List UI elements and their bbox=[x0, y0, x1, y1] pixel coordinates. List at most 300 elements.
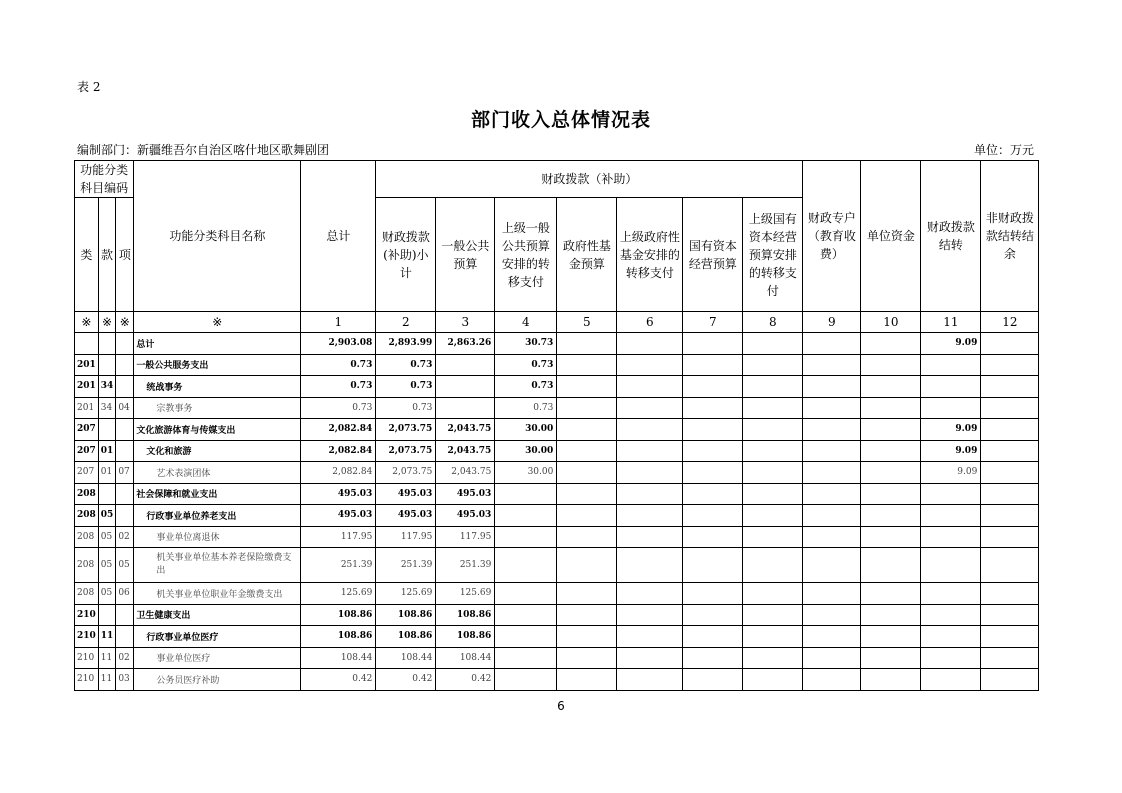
cell-func-name: 社会保障和就业支出 bbox=[134, 483, 301, 505]
cell-xiang: 02 bbox=[116, 526, 134, 548]
cell-value: 251.39 bbox=[436, 548, 495, 583]
cell-value: 108.44 bbox=[376, 647, 436, 669]
cell-value bbox=[495, 483, 557, 505]
cell-value bbox=[617, 397, 683, 419]
cell-value bbox=[861, 397, 921, 419]
cell-value: 2,043.75 bbox=[436, 462, 495, 484]
cell-lei: 208 bbox=[75, 483, 99, 505]
cell-value bbox=[617, 440, 683, 462]
cell-value bbox=[921, 548, 981, 583]
cell-value bbox=[743, 626, 803, 648]
header-gov-fund: 政府性基金预算 bbox=[557, 198, 617, 312]
cell-value: 0.42 bbox=[301, 669, 376, 691]
cell-lei: 201 bbox=[75, 376, 99, 398]
cell-value: 0.73 bbox=[301, 376, 376, 398]
marker-cell: 10 bbox=[861, 312, 921, 333]
cell-value: 2,043.75 bbox=[436, 419, 495, 441]
income-summary-table bbox=[74, 160, 1039, 691]
cell-value bbox=[495, 626, 557, 648]
cell-value bbox=[557, 647, 617, 669]
cell-value bbox=[557, 526, 617, 548]
table-row bbox=[75, 626, 1039, 648]
cell-value bbox=[981, 626, 1039, 648]
cell-xiang: 03 bbox=[116, 669, 134, 691]
department-label: 编制部门：新疆维吾尔自治区喀什地区歌舞剧团 bbox=[77, 143, 330, 157]
cell-value bbox=[921, 604, 981, 626]
cell-value bbox=[861, 376, 921, 398]
cell-xiang: 04 bbox=[116, 397, 134, 419]
cell-value bbox=[861, 604, 921, 626]
table-row bbox=[75, 604, 1039, 626]
cell-value: 495.03 bbox=[301, 505, 376, 527]
cell-value: 2,043.75 bbox=[436, 440, 495, 462]
table-row bbox=[75, 647, 1039, 669]
cell-func-name: 总计 bbox=[134, 333, 301, 355]
unit-label: 单位：万元 bbox=[973, 143, 1034, 157]
cell-kuan bbox=[98, 333, 116, 355]
cell-xiang bbox=[116, 333, 134, 355]
cell-value bbox=[861, 526, 921, 548]
cell-value bbox=[683, 583, 743, 605]
cell-func-name: 一般公共服务支出 bbox=[134, 354, 301, 376]
cell-value bbox=[861, 583, 921, 605]
cell-value: 0.73 bbox=[495, 397, 557, 419]
cell-value bbox=[683, 604, 743, 626]
marker-cell: 9 bbox=[803, 312, 861, 333]
cell-func-name: 机关事业单位基本养老保险缴费支出 bbox=[134, 548, 301, 583]
cell-value bbox=[981, 583, 1039, 605]
cell-lei: 208 bbox=[75, 548, 99, 583]
cell-value: 495.03 bbox=[436, 505, 495, 527]
cell-value bbox=[921, 526, 981, 548]
cell-value bbox=[617, 483, 683, 505]
cell-value bbox=[683, 483, 743, 505]
cell-value: 2,073.75 bbox=[376, 440, 436, 462]
header-special-edu: 财政专户（教育收费） bbox=[803, 161, 861, 312]
cell-value: 495.03 bbox=[436, 483, 495, 505]
table-row bbox=[75, 505, 1039, 527]
cell-value bbox=[981, 354, 1039, 376]
marker-cell: ※ bbox=[116, 312, 134, 333]
cell-value bbox=[861, 669, 921, 691]
cell-value: 9.09 bbox=[921, 440, 981, 462]
cell-value bbox=[557, 376, 617, 398]
table-row bbox=[75, 419, 1039, 441]
header-kuan: 款 bbox=[98, 198, 116, 312]
cell-value bbox=[557, 397, 617, 419]
cell-value bbox=[743, 462, 803, 484]
cell-kuan: 11 bbox=[98, 647, 116, 669]
marker-cell: ※ bbox=[134, 312, 301, 333]
cell-value bbox=[683, 397, 743, 419]
cell-xiang bbox=[116, 354, 134, 376]
cell-value bbox=[743, 604, 803, 626]
cell-lei: 201 bbox=[75, 397, 99, 419]
cell-kuan: 01 bbox=[98, 462, 116, 484]
cell-value bbox=[803, 526, 861, 548]
cell-kuan bbox=[98, 604, 116, 626]
cell-kuan: 05 bbox=[98, 526, 116, 548]
cell-value bbox=[557, 548, 617, 583]
cell-value bbox=[803, 505, 861, 527]
cell-value: 30.00 bbox=[495, 440, 557, 462]
cell-value: 0.73 bbox=[301, 354, 376, 376]
cell-value: 495.03 bbox=[301, 483, 376, 505]
cell-value bbox=[743, 440, 803, 462]
cell-value bbox=[495, 583, 557, 605]
cell-value bbox=[557, 505, 617, 527]
cell-value bbox=[617, 419, 683, 441]
cell-lei: 208 bbox=[75, 583, 99, 605]
cell-value bbox=[683, 440, 743, 462]
cell-value bbox=[436, 397, 495, 419]
cell-func-name: 卫生健康支出 bbox=[134, 604, 301, 626]
cell-kuan: 34 bbox=[98, 376, 116, 398]
cell-kuan: 05 bbox=[98, 548, 116, 583]
cell-value bbox=[981, 548, 1039, 583]
cell-kuan bbox=[98, 419, 116, 441]
cell-value bbox=[436, 376, 495, 398]
cell-value bbox=[803, 376, 861, 398]
cell-value: 117.95 bbox=[301, 526, 376, 548]
cell-value bbox=[617, 647, 683, 669]
marker-cell: 12 bbox=[981, 312, 1039, 333]
cell-value bbox=[617, 669, 683, 691]
cell-value bbox=[981, 669, 1039, 691]
cell-value bbox=[743, 419, 803, 441]
cell-value bbox=[683, 669, 743, 691]
cell-value: 2,903.08 bbox=[301, 333, 376, 355]
cell-value: 9.09 bbox=[921, 419, 981, 441]
cell-func-name: 宗教事务 bbox=[134, 397, 301, 419]
cell-value bbox=[436, 354, 495, 376]
cell-value bbox=[743, 647, 803, 669]
cell-lei: 201 bbox=[75, 354, 99, 376]
table-row bbox=[75, 462, 1039, 484]
cell-value bbox=[803, 462, 861, 484]
cell-value bbox=[861, 626, 921, 648]
cell-func-name: 艺术表演团体 bbox=[134, 462, 301, 484]
cell-value bbox=[683, 462, 743, 484]
header-func-name: 功能分类科目名称 bbox=[134, 161, 301, 312]
cell-value bbox=[803, 397, 861, 419]
cell-value: 495.03 bbox=[376, 505, 436, 527]
cell-value bbox=[495, 526, 557, 548]
cell-value bbox=[683, 647, 743, 669]
cell-value: 251.39 bbox=[376, 548, 436, 583]
header-general-budget: 一般公共预算 bbox=[436, 198, 495, 312]
cell-value bbox=[617, 462, 683, 484]
cell-value: 0.73 bbox=[495, 376, 557, 398]
cell-xiang bbox=[116, 505, 134, 527]
cell-value: 2,073.75 bbox=[376, 462, 436, 484]
cell-xiang bbox=[116, 376, 134, 398]
cell-value: 108.44 bbox=[436, 647, 495, 669]
cell-value bbox=[557, 462, 617, 484]
cell-value bbox=[683, 419, 743, 441]
cell-func-name: 公务员医疗补助 bbox=[134, 669, 301, 691]
cell-value bbox=[861, 483, 921, 505]
cell-lei: 208 bbox=[75, 526, 99, 548]
cell-func-name: 行政事业单位医疗 bbox=[134, 626, 301, 648]
cell-value bbox=[743, 354, 803, 376]
cell-value bbox=[981, 440, 1039, 462]
cell-value bbox=[803, 669, 861, 691]
cell-value: 125.69 bbox=[436, 583, 495, 605]
cell-value: 117.95 bbox=[376, 526, 436, 548]
cell-kuan: 11 bbox=[98, 626, 116, 648]
table-body bbox=[75, 333, 1039, 691]
marker-cell: 8 bbox=[743, 312, 803, 333]
cell-value: 125.69 bbox=[301, 583, 376, 605]
cell-value: 2,073.75 bbox=[376, 419, 436, 441]
cell-value bbox=[981, 526, 1039, 548]
cell-func-name: 文化和旅游 bbox=[134, 440, 301, 462]
cell-value bbox=[557, 333, 617, 355]
cell-value: 0.73 bbox=[495, 354, 557, 376]
cell-kuan: 34 bbox=[98, 397, 116, 419]
page-number: 6 bbox=[557, 699, 565, 713]
header-state-capital: 国有资本经营预算 bbox=[683, 198, 743, 312]
cell-value bbox=[921, 376, 981, 398]
marker-cell: 11 bbox=[921, 312, 981, 333]
cell-value: 0.73 bbox=[376, 397, 436, 419]
cell-value bbox=[803, 483, 861, 505]
table-row bbox=[75, 583, 1039, 605]
cell-value: 125.69 bbox=[376, 583, 436, 605]
cell-value: 117.95 bbox=[436, 526, 495, 548]
header-func-code: 功能分类科目编码 bbox=[75, 161, 134, 198]
cell-value bbox=[981, 333, 1039, 355]
cell-value bbox=[617, 583, 683, 605]
cell-value bbox=[495, 669, 557, 691]
cell-value bbox=[683, 354, 743, 376]
cell-value bbox=[861, 333, 921, 355]
cell-value bbox=[861, 462, 921, 484]
marker-cell: ※ bbox=[98, 312, 116, 333]
cell-value bbox=[617, 505, 683, 527]
marker-cell: ※ bbox=[75, 312, 99, 333]
cell-xiang bbox=[116, 626, 134, 648]
cell-lei: 210 bbox=[75, 669, 99, 691]
cell-value: 108.86 bbox=[376, 604, 436, 626]
cell-value bbox=[861, 354, 921, 376]
cell-value bbox=[557, 483, 617, 505]
cell-value: 0.73 bbox=[376, 376, 436, 398]
cell-value bbox=[617, 354, 683, 376]
header-lei: 类 bbox=[75, 198, 99, 312]
cell-lei: 210 bbox=[75, 626, 99, 648]
cell-func-name: 机关事业单位职业年金缴费支出 bbox=[134, 583, 301, 605]
cell-xiang: 06 bbox=[116, 583, 134, 605]
cell-value: 0.42 bbox=[376, 669, 436, 691]
cell-value bbox=[617, 526, 683, 548]
header-upper-general-transfer: 上级一般公共预算安排的转移支付 bbox=[495, 198, 557, 312]
cell-value bbox=[617, 548, 683, 583]
cell-value bbox=[803, 354, 861, 376]
cell-lei: 207 bbox=[75, 462, 99, 484]
cell-lei: 207 bbox=[75, 419, 99, 441]
cell-value: 108.86 bbox=[436, 626, 495, 648]
cell-xiang: 05 bbox=[116, 548, 134, 583]
cell-value bbox=[861, 505, 921, 527]
header-fiscal-carryover: 财政拨款结转 bbox=[921, 161, 981, 312]
cell-kuan: 01 bbox=[98, 440, 116, 462]
table-row bbox=[75, 333, 1039, 355]
cell-value bbox=[981, 483, 1039, 505]
header-unit-funds: 单位资金 bbox=[861, 161, 921, 312]
cell-value bbox=[743, 483, 803, 505]
cell-value: 9.09 bbox=[921, 462, 981, 484]
marker-cell: 2 bbox=[376, 312, 436, 333]
cell-value: 495.03 bbox=[376, 483, 436, 505]
cell-value bbox=[981, 462, 1039, 484]
cell-value bbox=[921, 505, 981, 527]
cell-value bbox=[495, 548, 557, 583]
cell-xiang bbox=[116, 419, 134, 441]
cell-value: 30.00 bbox=[495, 419, 557, 441]
cell-value bbox=[743, 583, 803, 605]
table-row bbox=[75, 440, 1039, 462]
cell-value: 0.73 bbox=[376, 354, 436, 376]
cell-kuan bbox=[98, 354, 116, 376]
cell-func-name: 事业单位离退休 bbox=[134, 526, 301, 548]
cell-value bbox=[743, 376, 803, 398]
cell-value: 108.86 bbox=[376, 626, 436, 648]
cell-value bbox=[861, 419, 921, 441]
cell-value bbox=[743, 548, 803, 583]
cell-value bbox=[921, 647, 981, 669]
cell-value: 108.86 bbox=[301, 604, 376, 626]
cell-lei: 208 bbox=[75, 505, 99, 527]
cell-value bbox=[803, 440, 861, 462]
cell-value: 2,893.99 bbox=[376, 333, 436, 355]
marker-cell: 1 bbox=[301, 312, 376, 333]
cell-value bbox=[921, 354, 981, 376]
cell-value bbox=[921, 397, 981, 419]
header-fiscal-subtotal: 财政拨款(补助)小计 bbox=[376, 198, 436, 312]
cell-value: 2,863.26 bbox=[436, 333, 495, 355]
marker-cell: 5 bbox=[557, 312, 617, 333]
cell-value bbox=[617, 376, 683, 398]
cell-xiang bbox=[116, 483, 134, 505]
table-row bbox=[75, 548, 1039, 583]
marker-cell: 3 bbox=[436, 312, 495, 333]
cell-value bbox=[617, 333, 683, 355]
header-fiscal-group: 财政拨款（补助） bbox=[376, 161, 803, 198]
cell-value: 251.39 bbox=[301, 548, 376, 583]
cell-value bbox=[617, 604, 683, 626]
cell-value bbox=[861, 440, 921, 462]
cell-kuan: 11 bbox=[98, 669, 116, 691]
cell-value bbox=[617, 626, 683, 648]
cell-value: 2,082.84 bbox=[301, 462, 376, 484]
cell-value bbox=[557, 419, 617, 441]
cell-value bbox=[557, 626, 617, 648]
cell-value bbox=[981, 419, 1039, 441]
cell-value bbox=[743, 333, 803, 355]
cell-value bbox=[743, 505, 803, 527]
cell-value bbox=[981, 376, 1039, 398]
cell-lei: 210 bbox=[75, 647, 99, 669]
cell-value: 30.73 bbox=[495, 333, 557, 355]
header-upper-gov-fund-transfer: 上级政府性基金安排的转移支付 bbox=[617, 198, 683, 312]
cell-value bbox=[557, 669, 617, 691]
cell-value: 0.73 bbox=[301, 397, 376, 419]
cell-kuan bbox=[98, 483, 116, 505]
cell-value bbox=[683, 333, 743, 355]
cell-xiang: 07 bbox=[116, 462, 134, 484]
cell-value bbox=[921, 669, 981, 691]
header-upper-state-capital-transfer: 上级国有资本经营预算安排的转移支付 bbox=[743, 198, 803, 312]
cell-value bbox=[495, 647, 557, 669]
cell-xiang bbox=[116, 440, 134, 462]
cell-func-name: 行政事业单位养老支出 bbox=[134, 505, 301, 527]
cell-value: 108.44 bbox=[301, 647, 376, 669]
cell-value bbox=[981, 397, 1039, 419]
table-row bbox=[75, 397, 1039, 419]
page-title: 部门收入总体情况表 bbox=[470, 109, 651, 131]
cell-value bbox=[495, 505, 557, 527]
cell-value bbox=[803, 419, 861, 441]
cell-value bbox=[557, 604, 617, 626]
cell-value bbox=[557, 440, 617, 462]
cell-value: 9.09 bbox=[921, 333, 981, 355]
table-row bbox=[75, 354, 1039, 376]
cell-value: 108.86 bbox=[301, 626, 376, 648]
cell-value: 30.00 bbox=[495, 462, 557, 484]
cell-value bbox=[861, 548, 921, 583]
cell-value bbox=[921, 483, 981, 505]
cell-func-name: 统战事务 bbox=[134, 376, 301, 398]
cell-value bbox=[803, 647, 861, 669]
table-row bbox=[75, 483, 1039, 505]
cell-func-name: 事业单位医疗 bbox=[134, 647, 301, 669]
cell-value: 108.86 bbox=[436, 604, 495, 626]
cell-func-name: 文化旅游体育与传媒支出 bbox=[134, 419, 301, 441]
cell-value bbox=[861, 647, 921, 669]
cell-value: 2,082.84 bbox=[301, 419, 376, 441]
cell-value bbox=[803, 583, 861, 605]
cell-value bbox=[683, 526, 743, 548]
table-row bbox=[75, 526, 1039, 548]
cell-xiang bbox=[116, 604, 134, 626]
cell-value bbox=[743, 397, 803, 419]
header-non-fiscal-carryover: 非财政拨款结转结余 bbox=[981, 161, 1039, 312]
cell-kuan: 05 bbox=[98, 505, 116, 527]
cell-value bbox=[803, 626, 861, 648]
cell-value bbox=[683, 626, 743, 648]
cell-value bbox=[743, 669, 803, 691]
cell-value bbox=[981, 647, 1039, 669]
cell-value bbox=[683, 548, 743, 583]
cell-value bbox=[683, 505, 743, 527]
cell-value bbox=[557, 354, 617, 376]
header-total: 总计 bbox=[301, 161, 376, 312]
table-row bbox=[75, 669, 1039, 691]
cell-lei: 210 bbox=[75, 604, 99, 626]
cell-kuan: 05 bbox=[98, 583, 116, 605]
cell-value bbox=[803, 333, 861, 355]
table-label: 表 2 bbox=[77, 80, 101, 94]
cell-value bbox=[981, 505, 1039, 527]
cell-value bbox=[803, 548, 861, 583]
cell-value bbox=[495, 604, 557, 626]
marker-cell: 4 bbox=[495, 312, 557, 333]
cell-value bbox=[557, 583, 617, 605]
cell-lei: 207 bbox=[75, 440, 99, 462]
header-xiang: 项 bbox=[116, 198, 134, 312]
